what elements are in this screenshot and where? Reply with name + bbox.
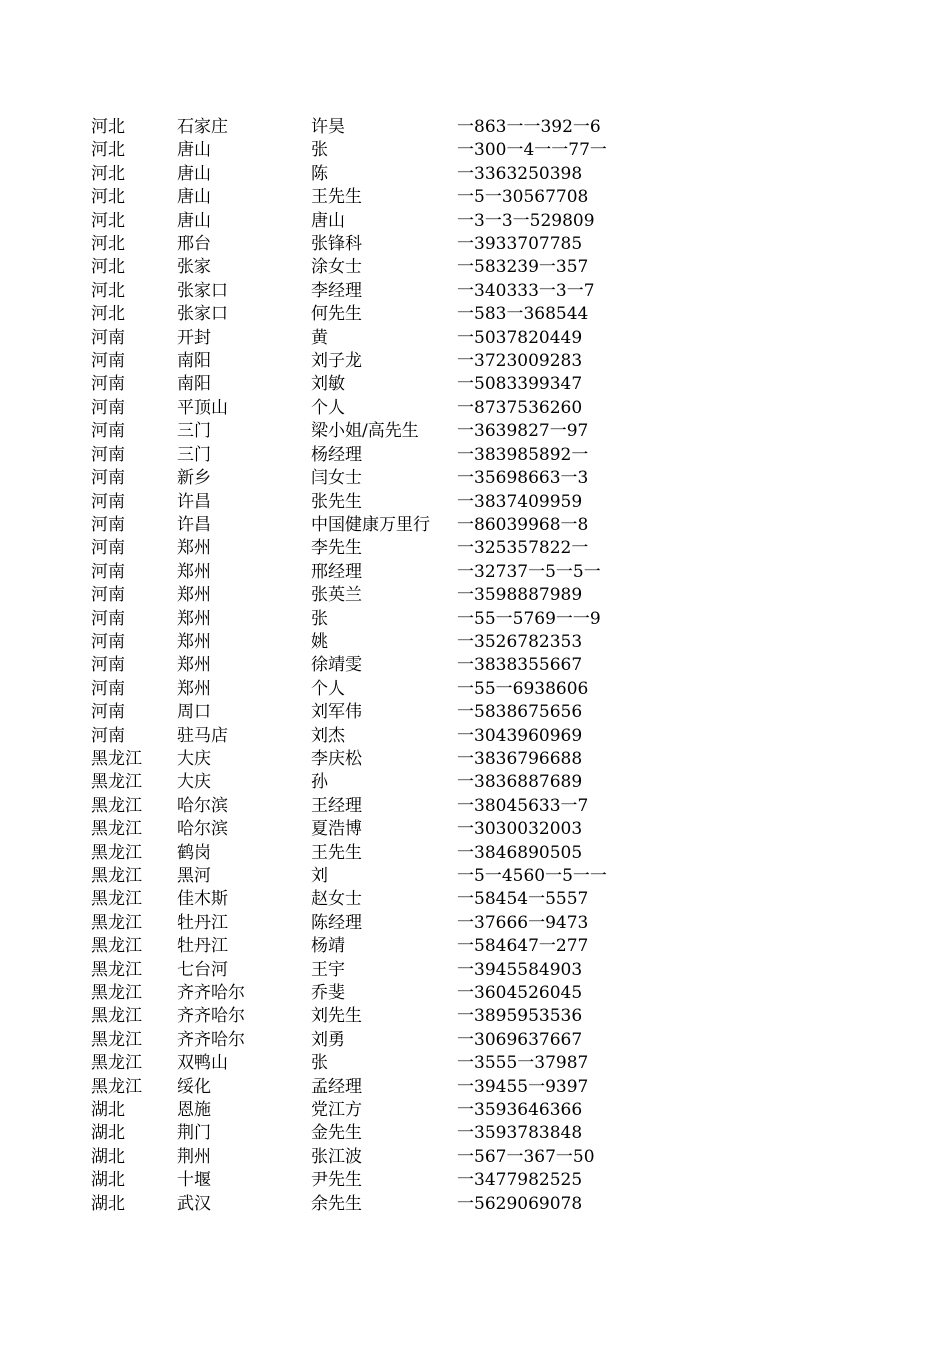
phone-cell: 一3846890505 (457, 842, 583, 863)
phone-cell: 一35698663一3 (457, 468, 589, 489)
table-row (91, 771, 657, 794)
phone-cell: 一340333一3一7 (457, 280, 595, 301)
province-cell: 河南 (91, 491, 125, 512)
contact-name-cell: 刘杰 (311, 725, 345, 746)
province-cell: 河南 (91, 655, 125, 676)
table-row (91, 444, 657, 467)
province-cell: 河北 (91, 140, 125, 161)
table-row (91, 1169, 657, 1192)
table-row (91, 982, 657, 1005)
table-row (91, 818, 657, 841)
contact-name-cell: 刘先生 (311, 1006, 362, 1027)
city-cell: 郑州 (177, 538, 211, 559)
contact-name-cell: 孟经理 (311, 1076, 362, 1097)
table-row (91, 514, 657, 537)
province-cell: 黑龙江 (91, 1053, 142, 1074)
city-cell: 恩施 (177, 1100, 211, 1121)
city-cell: 南阳 (177, 374, 211, 395)
phone-cell: 一5629069078 (457, 1193, 583, 1214)
city-cell: 十堰 (177, 1170, 211, 1191)
table-row (91, 233, 657, 256)
city-cell: 张家口 (177, 304, 228, 325)
table-row (91, 748, 657, 771)
phone-cell: 一5一30567708 (457, 187, 589, 208)
contact-name-cell: 闫女士 (311, 468, 362, 489)
table-row (91, 912, 657, 935)
contact-name-cell: 陈 (311, 163, 328, 184)
table-row (91, 888, 657, 911)
city-cell: 郑州 (177, 585, 211, 606)
table-row (91, 678, 657, 701)
city-cell: 三门 (177, 421, 211, 442)
province-cell: 河北 (91, 280, 125, 301)
table-row (91, 373, 657, 396)
city-cell: 开封 (177, 327, 211, 348)
phone-cell: 一3526782353 (457, 631, 583, 652)
province-cell: 黑龙江 (91, 889, 142, 910)
province-cell: 黑龙江 (91, 819, 142, 840)
contact-table-body (91, 116, 657, 1216)
phone-cell: 一3一3一529809 (457, 210, 595, 231)
city-cell: 大庆 (177, 748, 211, 769)
province-cell: 黑龙江 (91, 772, 142, 793)
contact-name-cell: 涂女士 (311, 257, 362, 278)
city-cell: 唐山 (177, 140, 211, 161)
table-row (91, 397, 657, 420)
city-cell: 唐山 (177, 210, 211, 231)
city-cell: 许昌 (177, 514, 211, 535)
city-cell: 唐山 (177, 163, 211, 184)
city-cell: 郑州 (177, 561, 211, 582)
contact-name-cell: 刘子龙 (311, 351, 362, 372)
table-row (91, 280, 657, 303)
province-cell: 河南 (91, 678, 125, 699)
phone-cell: 一3363250398 (457, 163, 583, 184)
table-row (91, 865, 657, 888)
province-cell: 河南 (91, 514, 125, 535)
phone-cell: 一3838355667 (457, 655, 583, 676)
phone-cell: 一3030032003 (457, 819, 583, 840)
contact-name-cell: 金先生 (311, 1123, 362, 1144)
phone-cell: 一32737一5一5一 (457, 561, 601, 582)
contact-name-cell: 张先生 (311, 491, 362, 512)
contact-name-cell: 杨经理 (311, 444, 362, 465)
contact-name-cell: 王先生 (311, 842, 362, 863)
phone-cell: 一3895953536 (457, 1006, 583, 1027)
phone-cell: 一3639827一97 (457, 421, 589, 442)
table-row (91, 561, 657, 584)
phone-cell: 一583239一357 (457, 257, 589, 278)
table-row (91, 467, 657, 490)
province-cell: 河北 (91, 257, 125, 278)
table-row (91, 163, 657, 186)
contact-name-cell: 张英兰 (311, 585, 362, 606)
table-row (91, 1122, 657, 1145)
contact-name-cell: 赵女士 (311, 889, 362, 910)
city-cell: 平顶山 (177, 397, 228, 418)
table-row (91, 654, 657, 677)
contact-name-cell: 黄 (311, 327, 328, 348)
contact-name-cell: 李经理 (311, 280, 362, 301)
phone-cell: 一3945584903 (457, 959, 583, 980)
table-row (91, 210, 657, 233)
province-cell: 河南 (91, 585, 125, 606)
province-cell: 河南 (91, 561, 125, 582)
phone-cell: 一3933707785 (457, 234, 583, 255)
contact-name-cell: 张 (311, 608, 328, 629)
contact-name-cell: 个人 (311, 678, 345, 699)
city-cell: 荆州 (177, 1146, 211, 1167)
contact-name-cell: 张锋科 (311, 234, 362, 255)
phone-cell: 一3837409959 (457, 491, 583, 512)
table-row (91, 537, 657, 560)
province-cell: 黑龙江 (91, 1029, 142, 1050)
city-cell: 七台河 (177, 959, 228, 980)
city-cell: 鹤岗 (177, 842, 211, 863)
province-cell: 河南 (91, 351, 125, 372)
province-cell: 河南 (91, 421, 125, 442)
phone-cell: 一567一367一50 (457, 1146, 595, 1167)
province-cell: 河南 (91, 444, 125, 465)
province-cell: 湖北 (91, 1170, 125, 1191)
phone-cell: 一3069637667 (457, 1029, 583, 1050)
table-row (91, 1029, 657, 1052)
contact-name-cell: 杨靖 (311, 936, 345, 957)
contact-name-cell: 徐靖雯 (311, 655, 362, 676)
contact-name-cell: 梁小姐/高先生 (311, 421, 419, 442)
province-cell: 黑龙江 (91, 1076, 142, 1097)
contact-name-cell: 唐山 (311, 210, 345, 231)
province-cell: 河南 (91, 374, 125, 395)
city-cell: 黑河 (177, 866, 211, 886)
city-cell: 郑州 (177, 655, 211, 676)
city-cell: 哈尔滨 (177, 795, 228, 816)
province-cell: 黑龙江 (91, 842, 142, 863)
province-cell: 黑龙江 (91, 912, 142, 933)
phone-cell: 一55一5769一一9 (457, 608, 601, 629)
contact-name-cell: 张江波 (311, 1146, 362, 1167)
contact-name-cell: 夏浩博 (311, 819, 362, 840)
table-row (91, 1099, 657, 1122)
province-cell: 河南 (91, 631, 125, 652)
phone-cell: 一5037820449 (457, 327, 583, 348)
contact-name-cell: 陈经理 (311, 912, 362, 933)
province-cell: 湖北 (91, 1146, 125, 1167)
table-row (91, 584, 657, 607)
contact-name-cell: 张 (311, 1053, 328, 1074)
phone-cell: 一3604526045 (457, 983, 583, 1004)
province-cell: 河南 (91, 538, 125, 559)
contact-name-cell: 刘军伟 (311, 702, 362, 723)
table-row (91, 725, 657, 748)
table-row (91, 842, 657, 865)
city-cell: 绥化 (177, 1076, 211, 1097)
table-row (91, 303, 657, 326)
city-cell: 张家 (177, 257, 211, 278)
city-cell: 新乡 (177, 468, 211, 489)
city-cell: 武汉 (177, 1193, 211, 1214)
city-cell: 郑州 (177, 608, 211, 629)
province-cell: 河北 (91, 234, 125, 255)
table-row (91, 1005, 657, 1028)
city-cell: 张家口 (177, 280, 228, 301)
contact-name-cell: 王经理 (311, 795, 362, 816)
province-cell: 黑龙江 (91, 866, 142, 886)
contact-table (91, 116, 657, 1216)
province-cell: 湖北 (91, 1100, 125, 1121)
contact-name-cell: 张 (311, 140, 328, 161)
province-cell: 河北 (91, 210, 125, 231)
table-row (91, 256, 657, 279)
province-cell: 河南 (91, 397, 125, 418)
table-row (91, 491, 657, 514)
phone-cell: 一55一6938606 (457, 678, 589, 699)
contact-name-cell: 姚 (311, 631, 328, 652)
contact-sheet (91, 116, 711, 1216)
city-cell: 齐齐哈尔 (177, 1006, 245, 1027)
contact-name-cell: 中国健康万里行 (311, 514, 430, 535)
province-cell: 湖北 (91, 1193, 125, 1214)
table-row (91, 420, 657, 443)
phone-cell: 一3593646366 (457, 1100, 583, 1121)
table-row (91, 935, 657, 958)
table-row (91, 701, 657, 724)
phone-cell: 一5838675656 (457, 702, 583, 723)
province-cell: 黑龙江 (91, 795, 142, 816)
province-cell: 黑龙江 (91, 936, 142, 957)
city-cell: 牡丹江 (177, 936, 228, 957)
phone-cell: 一37666一9473 (457, 912, 589, 933)
province-cell: 河南 (91, 608, 125, 629)
province-cell: 黑龙江 (91, 748, 142, 769)
contact-name-cell: 刘勇 (311, 1029, 345, 1050)
province-cell: 河北 (91, 304, 125, 325)
province-cell: 河南 (91, 702, 125, 723)
phone-cell: 一3836796688 (457, 748, 583, 769)
contact-name-cell: 李庆松 (311, 748, 362, 769)
contact-name-cell: 刘敏 (311, 374, 345, 395)
city-cell: 石家庄 (177, 117, 228, 137)
phone-cell: 一5083399347 (457, 374, 583, 395)
phone-cell: 一300一4一一77一 (457, 140, 607, 161)
table-row (91, 959, 657, 982)
province-cell: 黑龙江 (91, 983, 142, 1004)
phone-cell: 一325357822一 (457, 538, 589, 559)
phone-cell: 一3477982525 (457, 1170, 583, 1191)
table-row (91, 139, 657, 162)
city-cell: 郑州 (177, 678, 211, 699)
contact-name-cell: 王先生 (311, 187, 362, 208)
phone-cell: 一3598887989 (457, 585, 583, 606)
phone-cell: 一383985892一 (457, 444, 589, 465)
table-row (91, 1052, 657, 1075)
contact-name-cell: 党江方 (311, 1100, 362, 1121)
city-cell: 哈尔滨 (177, 819, 228, 840)
phone-cell: 一58454一5557 (457, 889, 589, 910)
city-cell: 荆门 (177, 1123, 211, 1144)
contact-name-cell: 孙 (311, 772, 328, 793)
phone-cell: 一3836887689 (457, 772, 583, 793)
contact-name-cell: 何先生 (311, 304, 362, 325)
contact-name-cell: 李先生 (311, 538, 362, 559)
contact-name-cell: 王宇 (311, 959, 345, 980)
contact-name-cell: 许昊 (311, 117, 345, 137)
phone-cell: 一5一4560一5一一 (457, 866, 607, 886)
province-cell: 河南 (91, 468, 125, 489)
city-cell: 大庆 (177, 772, 211, 793)
table-row (91, 1076, 657, 1099)
phone-cell: 一3723009283 (457, 351, 583, 372)
table-row (91, 795, 657, 818)
phone-cell: 一8737536260 (457, 397, 583, 418)
phone-cell: 一86039968一8 (457, 514, 589, 535)
table-row (91, 1193, 657, 1216)
phone-cell: 一863一一392一6 (457, 117, 601, 137)
province-cell: 河南 (91, 327, 125, 348)
city-cell: 双鸭山 (177, 1053, 228, 1074)
province-cell: 河北 (91, 117, 125, 137)
table-row (91, 608, 657, 631)
province-cell: 黑龙江 (91, 1006, 142, 1027)
city-cell: 南阳 (177, 351, 211, 372)
phone-cell: 一39455一9397 (457, 1076, 589, 1097)
contact-name-cell: 尹先生 (311, 1170, 362, 1191)
phone-cell: 一3555一37987 (457, 1053, 589, 1074)
city-cell: 邢台 (177, 234, 211, 255)
city-cell: 驻马店 (177, 725, 228, 746)
phone-cell: 一584647一277 (457, 936, 589, 957)
phone-cell: 一583一368544 (457, 304, 589, 325)
city-cell: 许昌 (177, 491, 211, 512)
phone-cell: 一3593783848 (457, 1123, 583, 1144)
table-row (91, 1146, 657, 1169)
province-cell: 河北 (91, 163, 125, 184)
province-cell: 黑龙江 (91, 959, 142, 980)
city-cell: 三门 (177, 444, 211, 465)
city-cell: 牡丹江 (177, 912, 228, 933)
contact-name-cell: 个人 (311, 397, 345, 418)
contact-name-cell: 乔斐 (311, 983, 345, 1004)
city-cell: 齐齐哈尔 (177, 1029, 245, 1050)
phone-cell: 一38045633一7 (457, 795, 589, 816)
table-row (91, 350, 657, 373)
table-row (91, 186, 657, 209)
province-cell: 河南 (91, 725, 125, 746)
province-cell: 河北 (91, 187, 125, 208)
city-cell: 周口 (177, 702, 211, 723)
city-cell: 齐齐哈尔 (177, 983, 245, 1004)
table-row (91, 631, 657, 654)
city-cell: 郑州 (177, 631, 211, 652)
city-cell: 佳木斯 (177, 889, 228, 910)
contact-name-cell: 邢经理 (311, 561, 362, 582)
province-cell: 湖北 (91, 1123, 125, 1144)
contact-name-cell: 余先生 (311, 1193, 362, 1214)
city-cell: 唐山 (177, 187, 211, 208)
table-row (91, 327, 657, 350)
table-row (91, 116, 657, 139)
contact-name-cell: 刘 (311, 866, 328, 886)
phone-cell: 一3043960969 (457, 725, 583, 746)
